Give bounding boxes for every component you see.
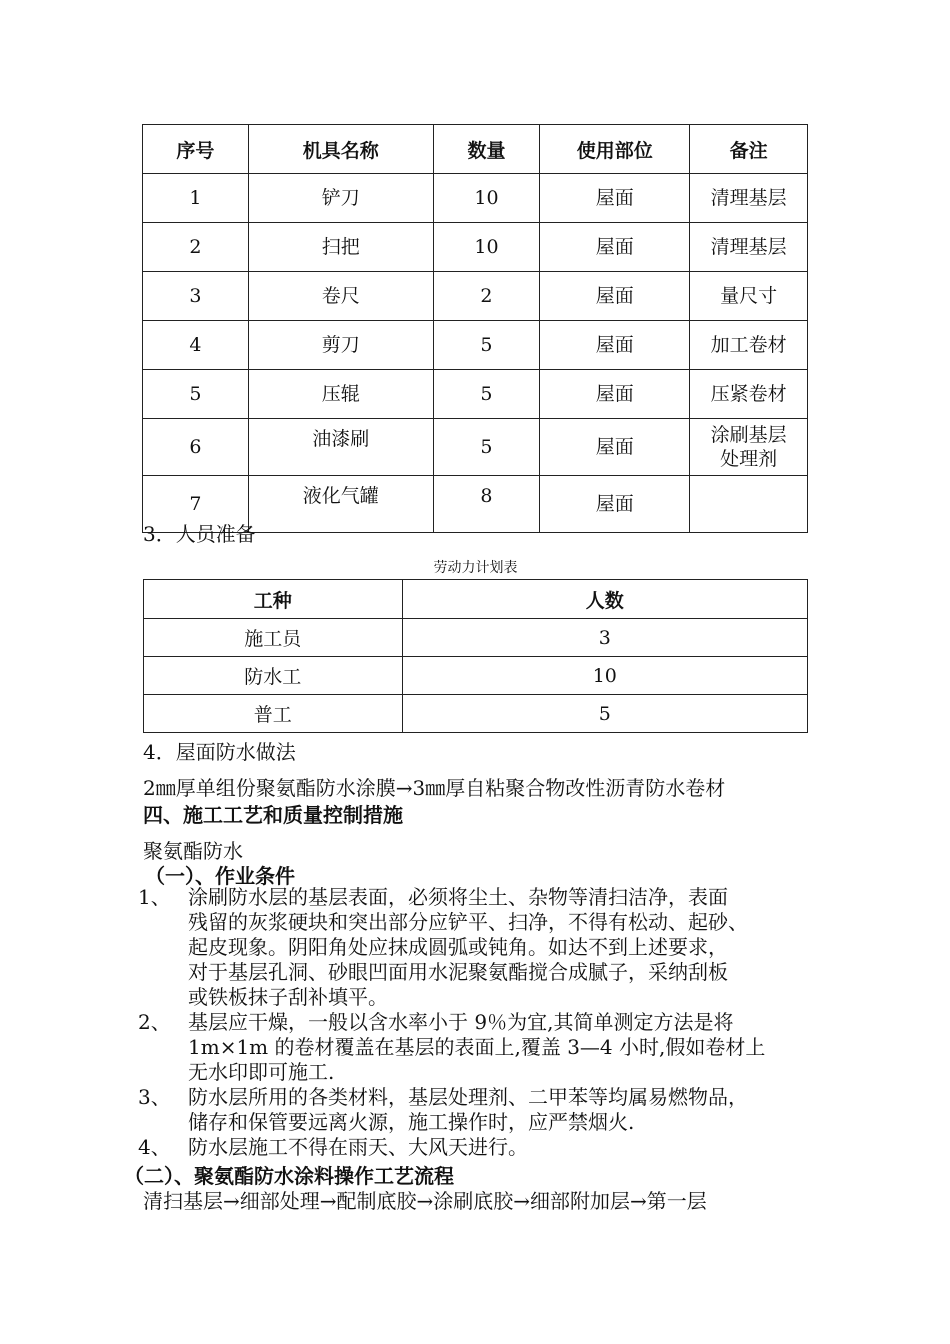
table-cell: 铲刀 — [248, 174, 433, 223]
item-body — [188, 1135, 833, 1160]
header-cell: 数量 — [433, 125, 540, 174]
chapter-heading: 四、施工工艺和质量控制措施 — [143, 803, 403, 827]
table-cell: 7 — [143, 476, 249, 533]
sub-title: 聚氨酯防水 — [143, 839, 243, 863]
header-cell: 工种 — [144, 580, 403, 619]
flow-text: 清扫基层→细部处理→配制底胶→涂刷底胶→细部附加层→第一层 — [143, 1189, 707, 1213]
table-cell: 卷尺 — [248, 272, 433, 321]
table-cell: 屋面 — [540, 419, 690, 476]
table-cell: 扫把 — [248, 223, 433, 272]
table-row — [144, 619, 808, 657]
table-cell: 4 — [143, 321, 249, 370]
header-cell: 人数 — [402, 580, 807, 619]
table-cell: 5 — [433, 321, 540, 370]
roof-method-text: 2㎜厚单组份聚氨酯防水涂膜→3㎜厚自粘聚合物改性沥青防水卷材 — [143, 776, 726, 800]
text-line: 或铁板抹子刮补填平。 — [188, 985, 388, 1009]
table-cell: 剪刀 — [248, 321, 433, 370]
item-number: 2、 — [138, 1010, 171, 1034]
note-line: 涂刷基层 — [710, 424, 787, 446]
table-cell: 6 — [143, 419, 249, 476]
table-cell: 屋面 — [540, 174, 690, 223]
item-number: 3、 — [138, 1085, 171, 1109]
table-cell: 10 — [433, 223, 540, 272]
table-cell: 量尺寸 — [690, 272, 808, 321]
table-row — [143, 419, 808, 476]
item-number: 4、 — [138, 1135, 171, 1159]
table-cell: 压紧卷材 — [690, 370, 808, 419]
table-row — [144, 695, 808, 733]
header-cell: 使用部位 — [540, 125, 690, 174]
table-cell: 5 — [143, 370, 249, 419]
table-cell: 清理基层 — [690, 223, 808, 272]
text-line: 涂刷防水层的基层表面，必须将尘土、杂物等清扫洁净，表面 — [188, 885, 728, 909]
table-cell: 清理基层 — [690, 174, 808, 223]
table-header-row — [144, 580, 808, 619]
table-row — [143, 223, 808, 272]
table-cell: 8 — [433, 476, 540, 533]
text-line: 残留的灰浆硬块和突出部分应铲平、扫净，不得有松动、起砂、 — [188, 910, 748, 934]
text-line: 基层应干燥，一般以含水率小于 9％为宜,其简单测定方法是将 — [188, 1010, 734, 1034]
text-line: 防水层施工不得在雨天、大风天进行。 — [188, 1135, 528, 1159]
table-cell: 液化气罐 — [248, 476, 433, 533]
table-cell: 油漆刷 — [248, 419, 433, 476]
note-line: 处理剂 — [720, 448, 778, 470]
table-cell: 3 — [143, 272, 249, 321]
item-body — [188, 1085, 833, 1135]
table-cell: 3 — [402, 619, 807, 657]
text-line: 无水印即可施工. — [188, 1060, 335, 1084]
table-cell: 5 — [402, 695, 807, 733]
table-cell: 屋面 — [540, 370, 690, 419]
table-cell — [690, 476, 808, 533]
header-cell: 备注 — [690, 125, 808, 174]
tools-table — [142, 124, 808, 533]
table-cell: 压辊 — [248, 370, 433, 419]
table-cell: 10 — [433, 174, 540, 223]
labor-table — [143, 579, 808, 733]
header-cell: 机具名称 — [248, 125, 433, 174]
table-cell: 屋面 — [540, 223, 690, 272]
part1-heading: （一）、作业条件 — [145, 864, 295, 888]
table-cell: 屋面 — [540, 321, 690, 370]
table-row — [143, 272, 808, 321]
table-cell: 防水工 — [144, 657, 403, 695]
text-line: 储存和保管要远离火源，施工操作时，应严禁烟火. — [188, 1110, 635, 1134]
text-line: 防水层所用的各类材料，基层处理剂、二甲苯等均属易燃物品， — [188, 1085, 748, 1109]
text-line: 起皮现象。阴阳角处应抹成圆弧或钝角。如达不到上述要求， — [188, 935, 728, 959]
table-cell: 施工员 — [144, 619, 403, 657]
table-cell: 1 — [143, 174, 249, 223]
table-row — [143, 174, 808, 223]
section-heading-roof-method: 4．屋面防水做法 — [143, 740, 296, 764]
text-line: 1m×1m 的卷材覆盖在基层的表面上,覆盖 3—4 小时,假如卷材上 — [188, 1035, 766, 1059]
item-number: 1、 — [138, 885, 171, 909]
table-cell: 屋面 — [540, 272, 690, 321]
table-cell: 5 — [433, 419, 540, 476]
table-cell: 屋面 — [540, 476, 690, 533]
table-cell-multiline — [690, 419, 808, 476]
part2-heading: （二）、聚氨酯防水涂料操作工艺流程 — [124, 1164, 454, 1188]
table-cell: 5 — [433, 370, 540, 419]
table-row — [144, 657, 808, 695]
table-caption: 劳动力计划表 — [433, 560, 518, 576]
item-body — [188, 1010, 833, 1085]
table-header-row — [143, 125, 808, 174]
item-body — [188, 885, 833, 1010]
table-cell: 普工 — [144, 695, 403, 733]
header-cell: 序号 — [143, 125, 249, 174]
text-line: 对于基层孔洞、砂眼凹面用水泥聚氨酯搅合成腻子，采纳刮板 — [188, 960, 728, 984]
table-cell: 2 — [433, 272, 540, 321]
table-row — [143, 321, 808, 370]
table-cell: 10 — [402, 657, 807, 695]
table-row — [143, 370, 808, 419]
table-cell: 加工卷材 — [690, 321, 808, 370]
section-heading-personnel: 3．人员准备 — [143, 522, 256, 546]
table-cell: 2 — [143, 223, 249, 272]
